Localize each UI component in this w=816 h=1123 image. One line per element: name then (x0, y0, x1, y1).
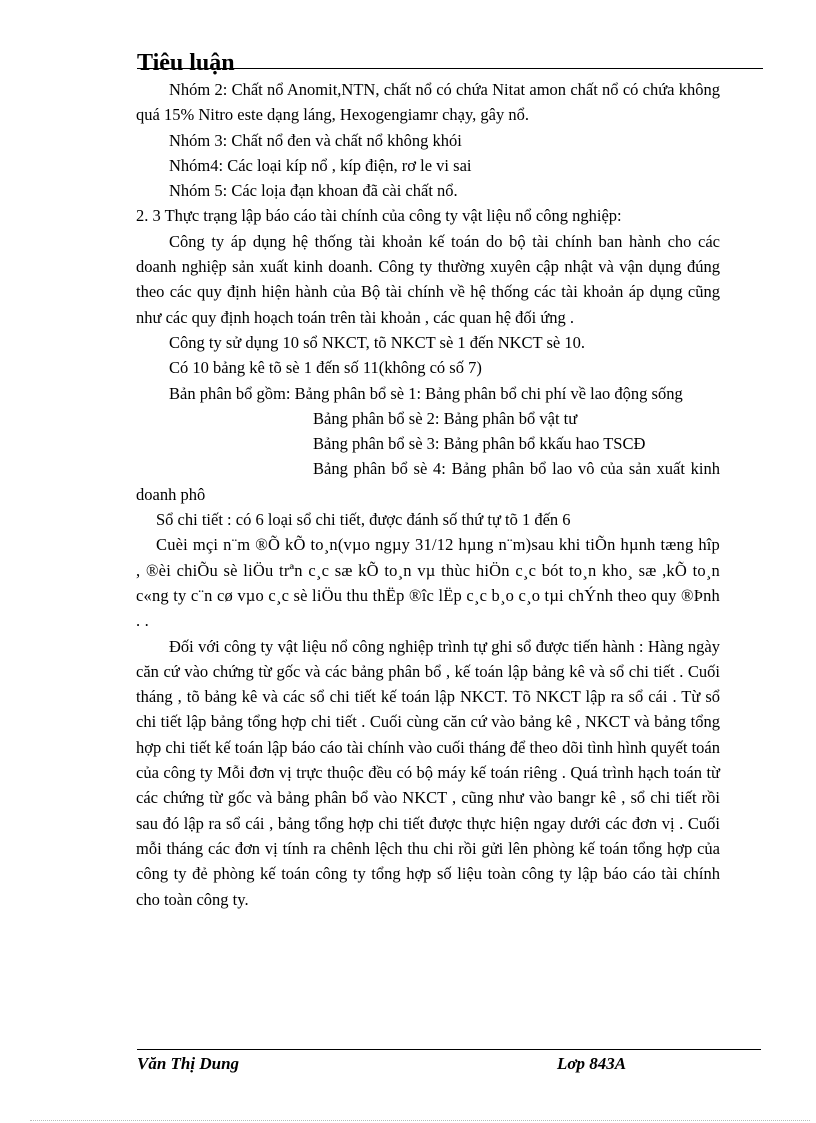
page-bottom-edge (30, 1120, 810, 1121)
paragraph: Nhóm 3: Chất nổ đen và chất nổ không khói (169, 130, 462, 150)
paragraph: Sổ chi tiết : có 6 loại sổ chi tiết, được đánh số thứ tự tõ 1 đến 6 (156, 510, 571, 530)
paragraph: Công ty sử dụng 10 sổ NKCT, tõ NKCT sè 1 đến NKCT sè 10. (169, 332, 585, 352)
document-body (136, 77, 720, 912)
paragraph: Bản phân bổ gồm: Bảng phân bổ sè 1: Bảng phân bổ chi phí về lao động sống (169, 383, 683, 403)
footer-class: Lơp 843A (557, 1054, 627, 1073)
paragraph: Bảng phân bổ sè 2: Bảng phân bổ vật tư (313, 408, 578, 428)
paragraph: Nhóm4: Các loại kíp nổ , kíp điện, rơ le vi sai (169, 155, 472, 175)
paragraph: Bảng phân bổ sè 3: Bảng phân bổ kkấu hao TSCĐ (313, 434, 646, 454)
paragraph: Đối với công ty vật liệu nổ công nghiệp trình tự ghi sổ được tiến hành : Hàng ngày căn cứ vào chứng từ gốc và các bảng phân bổ , kế toán lập bảng kê và sổ chi tiết . Cuối tháng , tõ bảng kê và các sổ chi tiết kế toán lập NKCT. Tõ NKCT lập ra sổ cái . Từ sổ chi tiết lập bảng tổng hợp chi tiết . Cuối cùng căn cứ vào bảng kê , NKCT và bảng tổng hợp chi tiết kế toán lập báo cáo tài chính vào cuối tháng để theo dõi tình hình quyết toán của công ty Mỗi đơn vị trực thuộc đều có bộ máy kế toán riêng . Quá trình hạch toán từ các chứng từ gốc và bảng phân bổ vào NKCT , cũng như vào bangr kê , sổ chi tiết rồi sau đó lập ra sổ cái , bảng tổng hợp chi tiết được thực hiện ngay dưới các đơn vị . Cuối mỗi tháng các đơn vị tính ra chênh lệch thu chi rồi gửi lên phòng kế toán tổng hợp của công ty đẻ phòng kế toán công ty tổng hợp số liệu toàn công ty lập báo cáo tài chính cho toàn công ty. (136, 636, 720, 909)
paragraph: Bảng phân bổ sè 4: Bảng phân bổ lao vô của sản xuất kinh doanh phô (136, 459, 720, 504)
section-heading: 2. 3 Thực trạng lập báo cáo tài chính của công ty vật liệu nổ công nghiệp: (136, 206, 622, 226)
paragraph-garbled-encoding: Cuèi mçi n¨m ®Õ kÕ to¸n(vµo ngµy 31/12 hµng n¨m)sau khi tiÕn hµnh tæng hîp , ®èi chiÕu sè liÖu trªn c¸c sæ kÕ to¸n vµ thùc hiÖn c¸c bót to¸n kho¸ sæ ,kÕ to¸n c«ng ty c¨n cø vµo c¸c sè liÖu thu thËp ®îc lËp c¸c b¸o c¸o tµi chÝnh theo quy ®Þnh . . (136, 535, 720, 631)
paragraph: Nhóm 5: Các loịa đạn khoan đã cài chất nổ. (169, 181, 458, 201)
footer-author: Văn Thị Dung (137, 1054, 240, 1073)
page-header-title: Tiêu luận (137, 50, 235, 76)
paragraph: Công ty áp dụng hệ thống tài khoản kế toán do bộ tài chính ban hành cho các doanh nghiệp sản xuất kinh doanh. Công ty thường xuyên cập nhật và vận dụng đúng theo các quy định hiện hành của Bộ tài chính về hệ thống các tài khoản áp dụng cũng như các quy định hoạch toán trên tài khoản , các quan hệ đối ứng . (136, 231, 720, 327)
paragraph: Có 10 bảng kê tõ sè 1 đến số 11(không có số 7) (169, 358, 482, 378)
footer-divider (137, 1049, 761, 1050)
paragraph: Nhóm 2: Chất nổ Anomit,NTN, chất nổ có chứa Nitat amon chất nổ có chứa không quá 15% Nitro este dạng láng, Hexogengiamr chạy, gây nổ. (136, 80, 720, 125)
header-divider (137, 68, 763, 69)
